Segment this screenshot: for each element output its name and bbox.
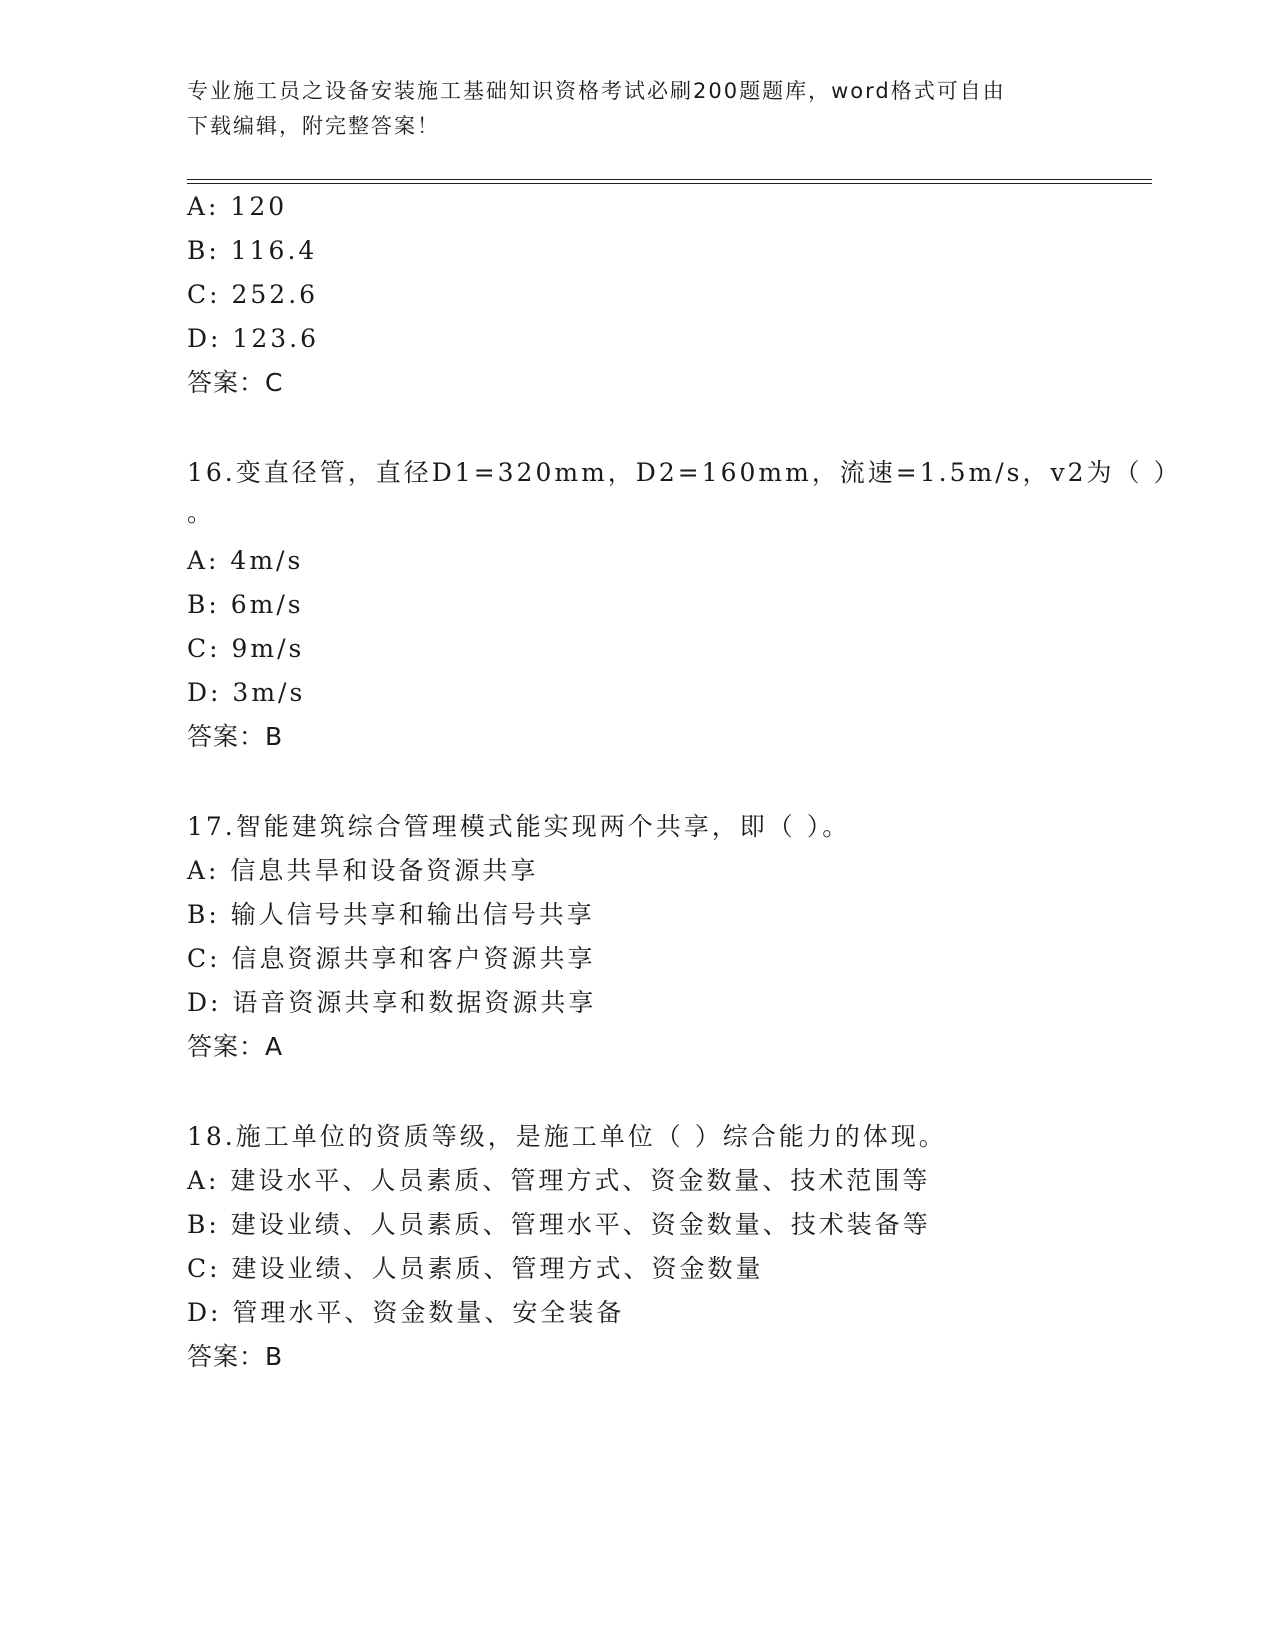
q17-option-a: A: 信息共旱和设备资源共享 [187, 856, 539, 885]
q15-option-b: B: 116.4 [187, 236, 318, 265]
q15-answer: 答案：C [187, 368, 284, 397]
q16-option-b: B: 6m/s [187, 590, 304, 619]
q16-option-a: A: 4m/s [187, 546, 304, 575]
q18-option-d: D: 管理水平、资金数量、安全装备 [187, 1298, 625, 1327]
q17-option-d: D: 语音资源共享和数据资源共享 [187, 988, 597, 1017]
header-line-2: 下载编辑，附完整答案！ [187, 114, 440, 138]
header-rule-top [187, 179, 1152, 180]
q18-answer: 答案：B [187, 1342, 284, 1371]
q15-option-d: D: 123.6 [187, 324, 319, 353]
q17-answer: 答案：A [187, 1032, 284, 1061]
header-line-1: 专业施工员之设备安装施工基础知识资格考试必刷200题题库，word格式可自由 [187, 79, 1006, 103]
q18-option-a: A: 建设水平、人员素质、管理方式、资金数量、技术范围等 [187, 1166, 931, 1195]
q16-option-c: C: 9m/s [187, 634, 305, 663]
document-header [187, 74, 1087, 144]
q16-stem-continuation: 。 [187, 498, 216, 527]
q16-option-d: D: 3m/s [187, 678, 306, 707]
q18-option-b: B: 建设业绩、人员素质、管理水平、资金数量、技术装备等 [187, 1210, 931, 1239]
q18-stem: 18.施工单位的资质等级，是施工单位（ ）综合能力的体现。 [187, 1122, 947, 1151]
q18-option-c: C: 建设业绩、人员素质、管理方式、资金数量 [187, 1254, 764, 1283]
q15-option-a: A: 120 [187, 192, 288, 221]
q16-answer: 答案：B [187, 722, 284, 751]
header-rule-bottom [187, 183, 1152, 184]
q16-stem: 16.变直径管，直径D1=320mm，D2=160mm，流速=1.5m/s，v2为（ ） [187, 458, 1182, 487]
q17-option-c: C: 信息资源共享和客户资源共享 [187, 944, 596, 973]
q15-option-c: C: 252.6 [187, 280, 319, 309]
q17-stem: 17.智能建筑综合管理模式能实现两个共享，即（ ）。 [187, 812, 851, 841]
q17-option-b: B: 输人信号共享和输出信号共享 [187, 900, 595, 929]
